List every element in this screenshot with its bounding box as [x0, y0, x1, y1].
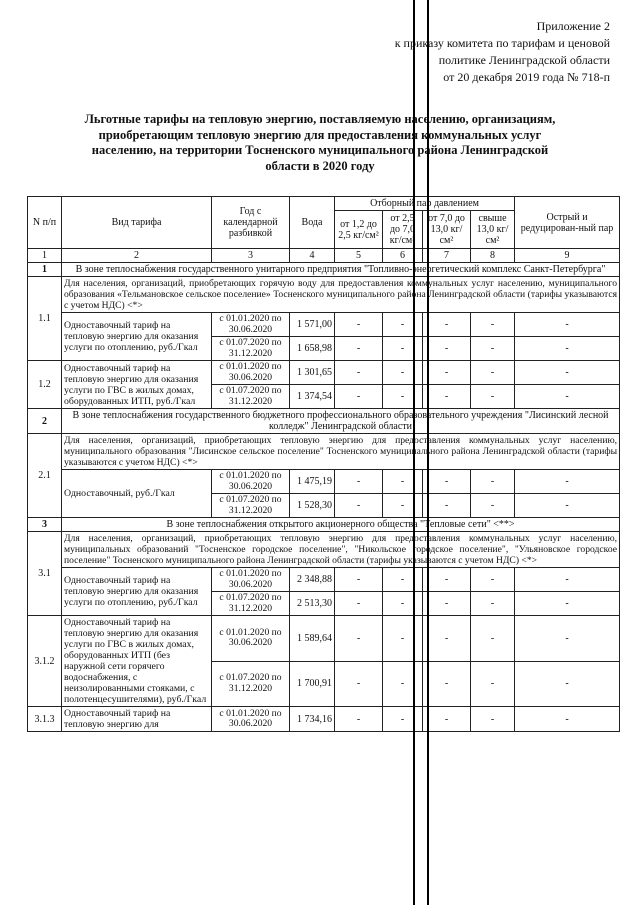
header-type: Вид тарифа — [62, 197, 212, 249]
appendix-block — [330, 18, 610, 86]
dash-cell: - — [471, 470, 515, 494]
dash-cell: - — [471, 385, 515, 409]
dash-cell: - — [515, 385, 620, 409]
dash-cell: - — [423, 337, 471, 361]
row-number: 1.2 — [28, 361, 62, 409]
table-row — [28, 707, 620, 732]
dash-cell: - — [383, 494, 423, 518]
dash-cell: - — [383, 337, 423, 361]
dash-cell: - — [471, 616, 515, 662]
dash-cell: - — [515, 337, 620, 361]
water-value: 1 700,91 — [290, 661, 335, 707]
dash-cell: - — [383, 361, 423, 385]
row-number: 1.1 — [28, 277, 62, 361]
period: с 01.01.2020 по 30.06.2020 — [212, 707, 290, 732]
group-row-1-1 — [28, 277, 620, 313]
dash-cell: - — [471, 337, 515, 361]
appendix-line-1: Приложение 2 — [536, 19, 610, 33]
period: с 01.01.2020 по 30.06.2020 — [212, 616, 290, 662]
water-value: 1 589,64 — [290, 616, 335, 662]
section-title: В зоне теплоснабжения государственного унитарного предприятия "Топливно-энергетический комплекс Санкт-Петербурга" — [62, 263, 620, 277]
dash-cell: - — [335, 337, 383, 361]
water-value: 1 734,16 — [290, 707, 335, 732]
section-row-1 — [28, 263, 620, 277]
table-row — [28, 568, 620, 592]
header-num: N п/п — [28, 197, 62, 249]
period: с 01.01.2020 по 30.06.2020 — [212, 470, 290, 494]
scan-artifact-line — [413, 0, 415, 905]
tariff-label: Одноставочный тариф на тепловую энергию для — [62, 707, 212, 732]
column-number: 2 — [62, 249, 212, 263]
period: с 01.01.2020 по 30.06.2020 — [212, 313, 290, 337]
header-pressure-2: от 2,5 до 7,0 кг/см² — [383, 211, 423, 249]
column-number: 3 — [212, 249, 290, 263]
dash-cell: - — [335, 616, 383, 662]
section-number: 3 — [28, 518, 62, 532]
dash-cell: - — [471, 661, 515, 707]
column-number: 9 — [515, 249, 620, 263]
table-row — [28, 361, 620, 385]
appendix-line-2: к приказу комитета по тарифам и ценовой — [394, 36, 610, 50]
section-number: 2 — [28, 409, 62, 434]
dash-cell: - — [515, 494, 620, 518]
period: с 01.07.2020 по 31.12.2020 — [212, 494, 290, 518]
period: с 01.01.2020 по 30.06.2020 — [212, 568, 290, 592]
group-description: Для населения, организаций, приобретающих тепловую энергию для предоставления коммунальных услуг населению, муниципальных образований "Тосненское городское поселение", "Никольское городское поселение", "Ульяновское городское поселение" Тосненского муниципального района Ленинградской области (тарифы указываются с учетом НДС) <*> — [62, 532, 620, 568]
table-row — [28, 616, 620, 662]
water-value: 1 374,54 — [290, 385, 335, 409]
dash-cell: - — [383, 470, 423, 494]
dash-cell: - — [383, 592, 423, 616]
column-number: 8 — [471, 249, 515, 263]
dash-cell: - — [515, 707, 620, 732]
tariff-label: Одноставочный тариф на тепловую энергию для оказания услуги по отоплению, руб./Гкал — [62, 313, 212, 361]
dash-cell: - — [515, 592, 620, 616]
dash-cell: - — [383, 568, 423, 592]
water-value: 1 528,30 — [290, 494, 335, 518]
row-number: 3.1 — [28, 532, 62, 616]
dash-cell: - — [423, 616, 471, 662]
header-sharp-steam: Острый и редуцирован-ный пар — [515, 197, 620, 249]
period: с 01.07.2020 по 31.12.2020 — [212, 385, 290, 409]
water-value: 2 348,88 — [290, 568, 335, 592]
dash-cell: - — [383, 616, 423, 662]
dash-cell: - — [335, 494, 383, 518]
dash-cell: - — [335, 592, 383, 616]
water-value: 1 571,00 — [290, 313, 335, 337]
document-title: Льготные тарифы на тепловую энергию, поставляемую населению, организациям, приобретающим тепловую энергию для предоставления коммунальных услуг населению, на территории Тосненского муниципального района Ленинградской области в 2020 году — [84, 112, 556, 173]
appendix-line-4: от 20 декабря 2019 года № 718-п — [443, 70, 610, 84]
dash-cell: - — [471, 313, 515, 337]
dash-cell: - — [383, 313, 423, 337]
dash-cell: - — [423, 361, 471, 385]
dash-cell: - — [471, 494, 515, 518]
dash-cell: - — [335, 470, 383, 494]
dash-cell: - — [423, 470, 471, 494]
tariff-table — [27, 196, 620, 732]
header-pressure-4: свыше 13,0 кг/см² — [471, 211, 515, 249]
period: с 01.01.2020 по 30.06.2020 — [212, 361, 290, 385]
dash-cell: - — [335, 707, 383, 732]
scan-artifact-line — [427, 0, 429, 905]
group-description: Для населения, организаций, приобретающих горячую воду для предоставления коммунальных услуг населению, муниципального образования «Тельмановское сельское поселение» Тосненского муниципального района Ленинградской области (тарифы указываются с учетом НДС) <*> — [62, 277, 620, 313]
water-value: 2 513,30 — [290, 592, 335, 616]
section-title: В зоне теплоснабжения государственного бюджетного профессионального образовательного учреждения "Лисинский лесной колледж" Ленинградской области — [62, 409, 620, 434]
tariff-label: Одноставочный тариф на тепловую энергию для оказания услуги по отоплению, руб./Гкал — [62, 568, 212, 616]
dash-cell: - — [383, 707, 423, 732]
dash-cell: - — [423, 661, 471, 707]
column-number: 6 — [383, 249, 423, 263]
dash-cell: - — [423, 707, 471, 732]
dash-cell: - — [515, 313, 620, 337]
period: с 01.07.2020 по 31.12.2020 — [212, 592, 290, 616]
dash-cell: - — [383, 661, 423, 707]
column-number: 7 — [423, 249, 471, 263]
dash-cell: - — [423, 568, 471, 592]
dash-cell: - — [423, 313, 471, 337]
column-number: 1 — [28, 249, 62, 263]
dash-cell: - — [423, 592, 471, 616]
group-row-3-1 — [28, 532, 620, 568]
table-row — [28, 313, 620, 337]
header-pressure-1: от 1,2 до 2,5 кг/см² — [335, 211, 383, 249]
dash-cell: - — [383, 385, 423, 409]
group-row-2-1 — [28, 434, 620, 470]
row-number: 2.1 — [28, 434, 62, 518]
dash-cell: - — [423, 385, 471, 409]
section-number: 1 — [28, 263, 62, 277]
group-description: Для населения, организаций, приобретающих тепловую энергию для предоставления коммунальных услуг населению, муниципального образования "Лисинское сельское поселение" Тосненского муниципального района Ленинградской области (тарифы указываются с учетом НДС) <*> — [62, 434, 620, 470]
dash-cell: - — [471, 361, 515, 385]
dash-cell: - — [515, 470, 620, 494]
section-row-3 — [28, 518, 620, 532]
column-number: 4 — [290, 249, 335, 263]
dash-cell: - — [515, 661, 620, 707]
row-number: 3.1.2 — [28, 616, 62, 707]
dash-cell: - — [335, 661, 383, 707]
section-row-2 — [28, 409, 620, 434]
period: с 01.07.2020 по 31.12.2020 — [212, 337, 290, 361]
tariff-label: Одноставочный тариф на тепловую энергию для оказания услуги по ГВС в жилых домах, оборудованных ИТП, руб./Гкал — [62, 361, 212, 409]
dash-cell: - — [335, 313, 383, 337]
period: с 01.07.2020 по 31.12.2020 — [212, 661, 290, 707]
header-year: Год с календарной разбивкой — [212, 197, 290, 249]
appendix-line-3: политике Ленинградской области — [438, 53, 610, 67]
water-value: 1 658,98 — [290, 337, 335, 361]
row-number: 3.1.3 — [28, 707, 62, 732]
dash-cell: - — [471, 707, 515, 732]
header-pressure-3: от 7,0 до 13,0 кг/см² — [423, 211, 471, 249]
dash-cell: - — [335, 385, 383, 409]
header-water: Вода — [290, 197, 335, 249]
dash-cell: - — [423, 494, 471, 518]
dash-cell: - — [515, 568, 620, 592]
dash-cell: - — [515, 361, 620, 385]
water-value: 1 301,65 — [290, 361, 335, 385]
dash-cell: - — [471, 568, 515, 592]
tariff-label: Одноставочный, руб./Гкал — [62, 470, 212, 518]
dash-cell: - — [335, 568, 383, 592]
water-value: 1 475,19 — [290, 470, 335, 494]
header-steam-group: Отборный пар давлением — [335, 197, 515, 211]
dash-cell: - — [335, 361, 383, 385]
tariff-label: Одноставочный тариф на тепловую энергию для оказания услуги по ГВС в жилых домах, оборудованных ИТП (без наружной сети горячего водоснабжения, с неизолированными стояками, с полотенцесушителями), руб./Гкал — [62, 616, 212, 707]
column-numbers-row — [28, 249, 620, 263]
dash-cell: - — [471, 592, 515, 616]
table-row — [28, 470, 620, 494]
dash-cell: - — [515, 616, 620, 662]
section-title: В зоне теплоснабжения открытого акционерного общества "Тепловые сети" <**> — [62, 518, 620, 532]
column-number: 5 — [335, 249, 383, 263]
